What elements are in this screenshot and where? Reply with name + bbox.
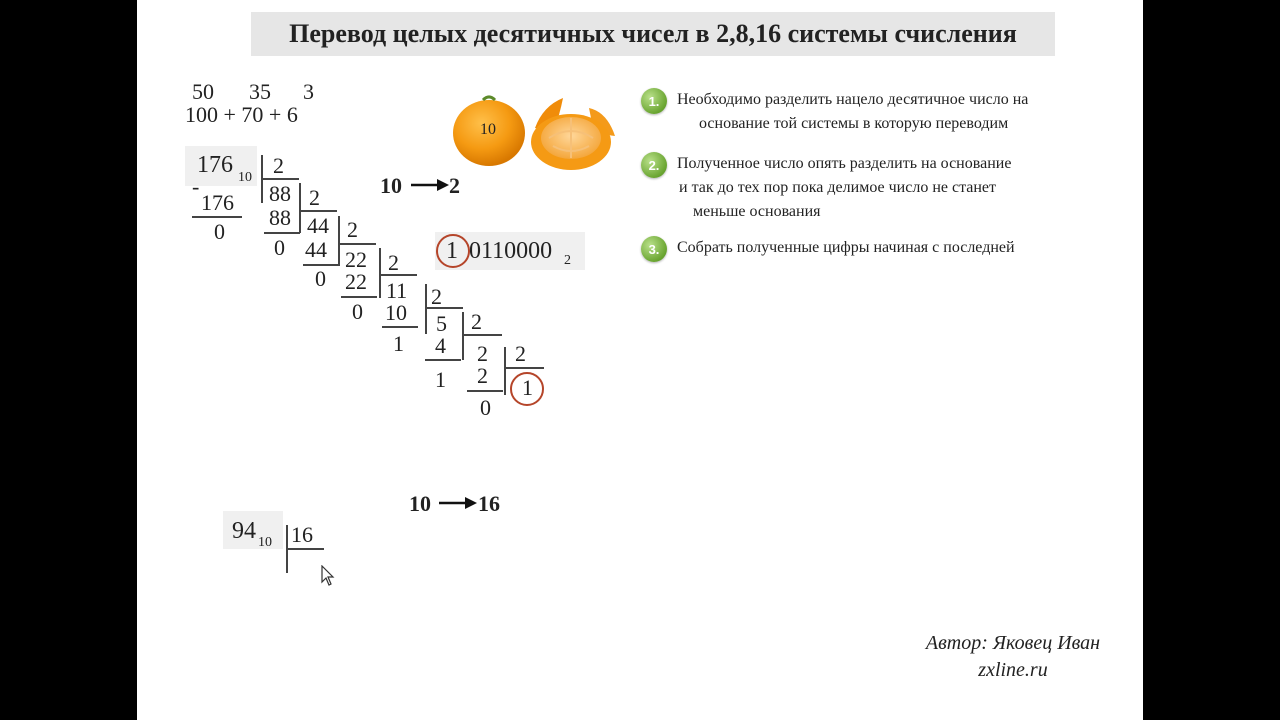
rule-1-badge: 1. <box>641 88 667 114</box>
author-site: zxline.ru <box>978 659 1048 681</box>
rule-2-line-2: и так до тех пор пока делимое число не станет <box>679 179 997 196</box>
sub-3: 44 <box>305 237 327 262</box>
divisor-5: 2 <box>431 284 442 309</box>
final-quotient-circle <box>510 372 544 406</box>
division-bar-5 <box>425 284 427 334</box>
quot-5: 5 <box>436 311 447 336</box>
expansion-bottom: 100 + 70 + 6 <box>185 102 298 127</box>
division-bar-6 <box>462 312 464 360</box>
sub-line-2 <box>264 232 300 234</box>
quot-1: 88 <box>269 181 291 206</box>
division-line-1 <box>261 178 299 180</box>
hex-divisor: 16 <box>291 522 313 547</box>
dividend-176: 176 <box>197 152 233 178</box>
slide-title: Перевод целых десятичных чисел в 2,8,16 системы счисления <box>289 19 1017 48</box>
sub-line-5 <box>382 326 418 328</box>
hex-dividend: 94 <box>232 518 256 544</box>
rule-3-badge: 3. <box>641 236 667 262</box>
division-bar-4 <box>379 248 381 298</box>
quot-final: 1 <box>522 375 533 400</box>
division-line-7 <box>504 367 544 369</box>
rule-2-text <box>677 152 1011 224</box>
rule-3-text <box>677 236 1015 260</box>
orange-label: 10 <box>480 121 496 138</box>
quot-2: 44 <box>307 213 329 238</box>
quot-4: 11 <box>386 278 408 303</box>
dividend-base: 10 <box>238 170 252 185</box>
arrow-from-label: 10 <box>380 173 402 198</box>
arrow-to-label: 2 <box>449 173 460 198</box>
rule-3-line-1: Собрать полученные цифры начиная с последней <box>677 239 1015 256</box>
result-digits: 0110000 <box>469 238 553 264</box>
rule-1-text <box>677 88 1028 136</box>
divisor-3: 2 <box>347 217 358 242</box>
expansion-top-2: 35 <box>249 79 271 104</box>
division-line-2 <box>299 210 337 212</box>
slide <box>137 0 1143 720</box>
right-arrow-icon <box>409 177 451 193</box>
sub-4: 22 <box>345 269 367 294</box>
sub-1: 176 <box>201 190 234 215</box>
hex-division-line <box>286 548 324 550</box>
division-line-3 <box>338 243 376 245</box>
divisor-4: 2 <box>388 250 399 275</box>
author-name: Автор: Яковец Иван <box>925 632 1101 654</box>
rule-2 <box>641 152 1111 226</box>
divisor-1: 2 <box>273 153 284 178</box>
rem-4: 0 <box>352 299 363 324</box>
arrow2-from-label: 10 <box>409 491 431 516</box>
tangerines-image <box>449 88 625 178</box>
rem-1: 0 <box>214 219 225 244</box>
rule-3 <box>641 236 1111 264</box>
rule-2-line-3: меньше основания <box>693 203 821 220</box>
rule-1-line-1: Необходимо разделить нацело десятичное число на <box>677 91 1029 108</box>
rule-2-badge: 2. <box>641 152 667 178</box>
result-lead-circle <box>436 234 470 268</box>
quot-3: 22 <box>345 247 367 272</box>
right-arrow-icon-2 <box>437 495 479 511</box>
arrow2-to-label: 16 <box>478 491 500 516</box>
expansion-top-3: 3 <box>303 79 314 104</box>
divisor-2: 2 <box>309 185 320 210</box>
mouse-pointer-icon <box>321 565 337 587</box>
sub-line-1 <box>192 216 242 218</box>
minus-sign: - <box>192 174 200 199</box>
rem-5: 1 <box>393 331 404 356</box>
division-bar-7 <box>504 347 506 395</box>
title-box <box>251 12 1055 56</box>
sub-5: 10 <box>385 300 407 325</box>
result-base: 2 <box>564 253 571 268</box>
division-bar-2 <box>299 183 301 233</box>
rule-1 <box>641 88 1111 142</box>
sub-7: 2 <box>477 363 488 388</box>
quot-6: 2 <box>477 341 488 366</box>
author-block <box>913 632 1113 682</box>
sub-line-7 <box>467 390 503 392</box>
rem-3: 0 <box>315 266 326 291</box>
rem-6: 1 <box>435 367 446 392</box>
rule-2-line-1: Полученное число опять разделить на основание <box>677 155 1012 172</box>
rem-7: 0 <box>480 395 491 420</box>
sub-line-6 <box>425 359 461 361</box>
rem-2: 0 <box>274 235 285 260</box>
rule-1-line-2: основание той системы в которую переводим <box>699 115 1009 132</box>
division-bar-3 <box>338 216 340 266</box>
hex-dividend-base: 10 <box>258 535 272 550</box>
sub-line-4 <box>341 296 377 298</box>
sub-6: 4 <box>435 333 446 358</box>
divisor-6: 2 <box>471 309 482 334</box>
divisor-7: 2 <box>515 341 526 366</box>
expansion-top-1: 50 <box>192 79 214 104</box>
sub-2: 88 <box>269 205 291 230</box>
division-line-6 <box>462 334 502 336</box>
result-lead-digit: 1 <box>446 238 458 264</box>
